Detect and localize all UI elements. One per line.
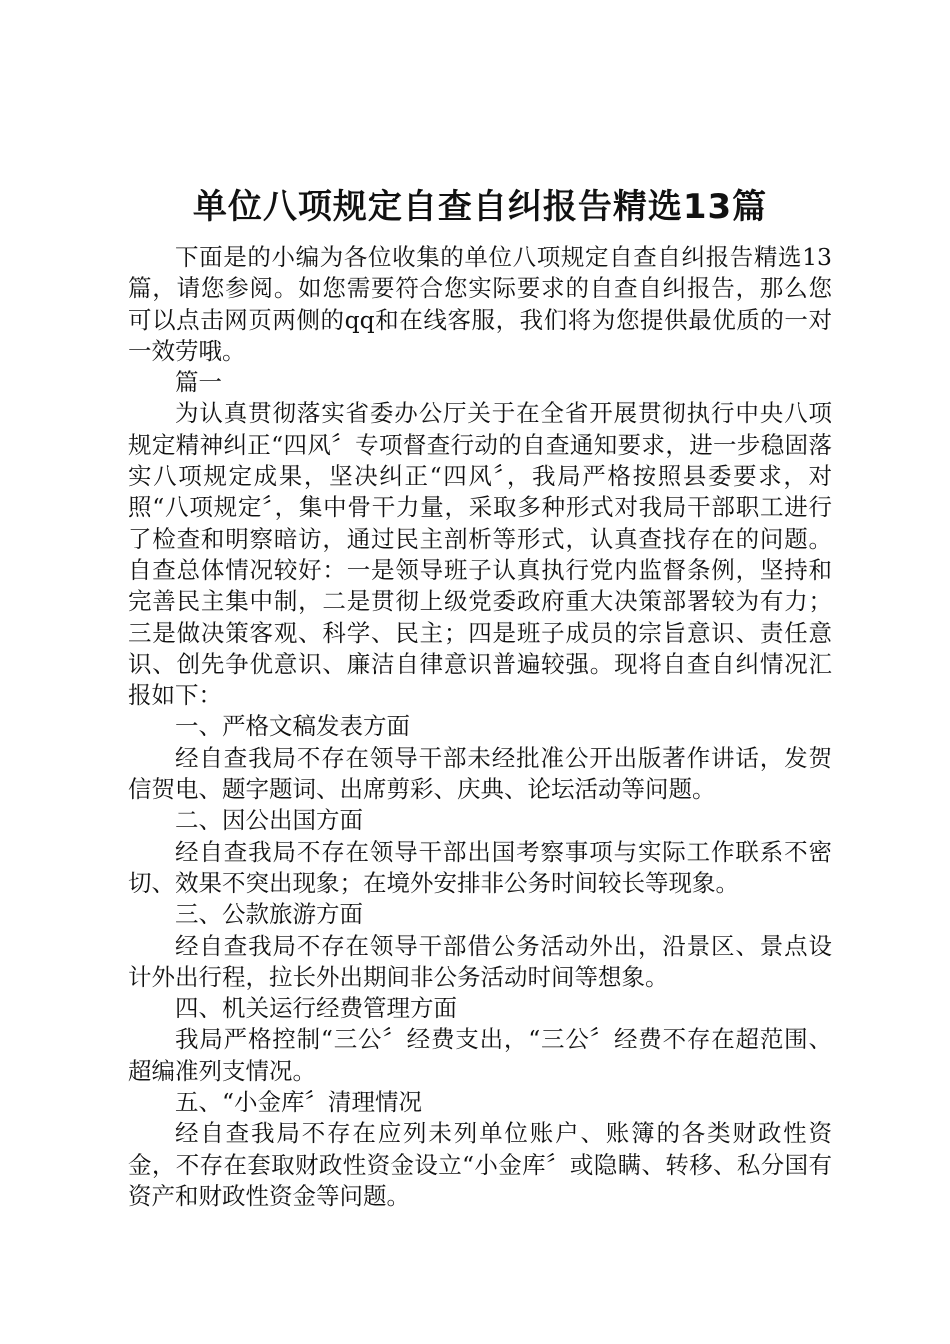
intro-paragraph: 下面是的小编为各位收集的单位八项规定自查自纠报告精选13篇，请您参阅。如您需要符合您实际要求的自查自纠报告，那么您可以点击网页两侧的qq和在线客服，我们将为您提供最优质的一对一效劳哦。 xyxy=(128,243,832,365)
document-title: 单位八项规定自查自纠报告精选13篇 xyxy=(192,187,768,227)
body-paragraph: 经自查我局不存在领导干部出国考察事项与实际工作联系不密切、效果不突出现象；在境外安排非公务时间较长等现象。 xyxy=(128,837,832,897)
section-heading: 四、机关运行经费管理方面 xyxy=(175,994,457,1023)
section-heading: 五、“小金库〞清理情况 xyxy=(175,1088,423,1117)
body-paragraph: 经自查我局不存在应列未列单位账户、账簿的各类财政性资金，不存在套取财政性资金设立“小金库〞或隐瞒、转移、私分国有资产和财政性资金等问题。 xyxy=(128,1119,832,1210)
body-paragraph: 经自查我局不存在领导干部借公务活动外出，沿景区、景点设计外出行程，拉长外出期间非公务活动时间等想象。 xyxy=(128,931,832,991)
section-label: 篇一 xyxy=(175,368,222,397)
section-heading: 三、公款旅游方面 xyxy=(175,900,363,929)
section-heading: 二、因公出国方面 xyxy=(175,806,363,835)
document-page xyxy=(128,176,832,1212)
body-paragraph: 经自查我局不存在领导干部未经批准公开出版著作讲话，发贺信贺电、题字题词、出席剪彩、庆典、论坛活动等问题。 xyxy=(128,743,832,804)
section-heading: 一、严格文稿发表方面 xyxy=(175,712,410,741)
body-paragraph: 我局严格控制“三公〞经费支出，“三公〞经费不存在超范围、超编准列支情况。 xyxy=(128,1025,832,1085)
body-paragraph: 为认真贯彻落实省委办公厅关于在全省开展贯彻执行中央八项规定精神纠正“四风〞专项督查行动的自查通知要求，进一步稳固落实八项规定成果，坚决纠正“四风〞，我局严格按照县委要求，对照“八项规定〞，集中骨干力量，采取多种形式对我局干部职工进行了检查和明察暗访，通过民主剖析等形式，认真查找存在的问题。自查总体情况较好：一是领导班子认真执行党内监督条例，坚持和完善民主集中制，二是贯彻上级党委政府重大决策部署较为有力；三是做决策客观、科学、民主；四是班子成员的宗旨意识、责任意识、创先争优意识、廉洁自律意识普遍较强。现将自查自纠情况汇报如下： xyxy=(128,399,832,710)
